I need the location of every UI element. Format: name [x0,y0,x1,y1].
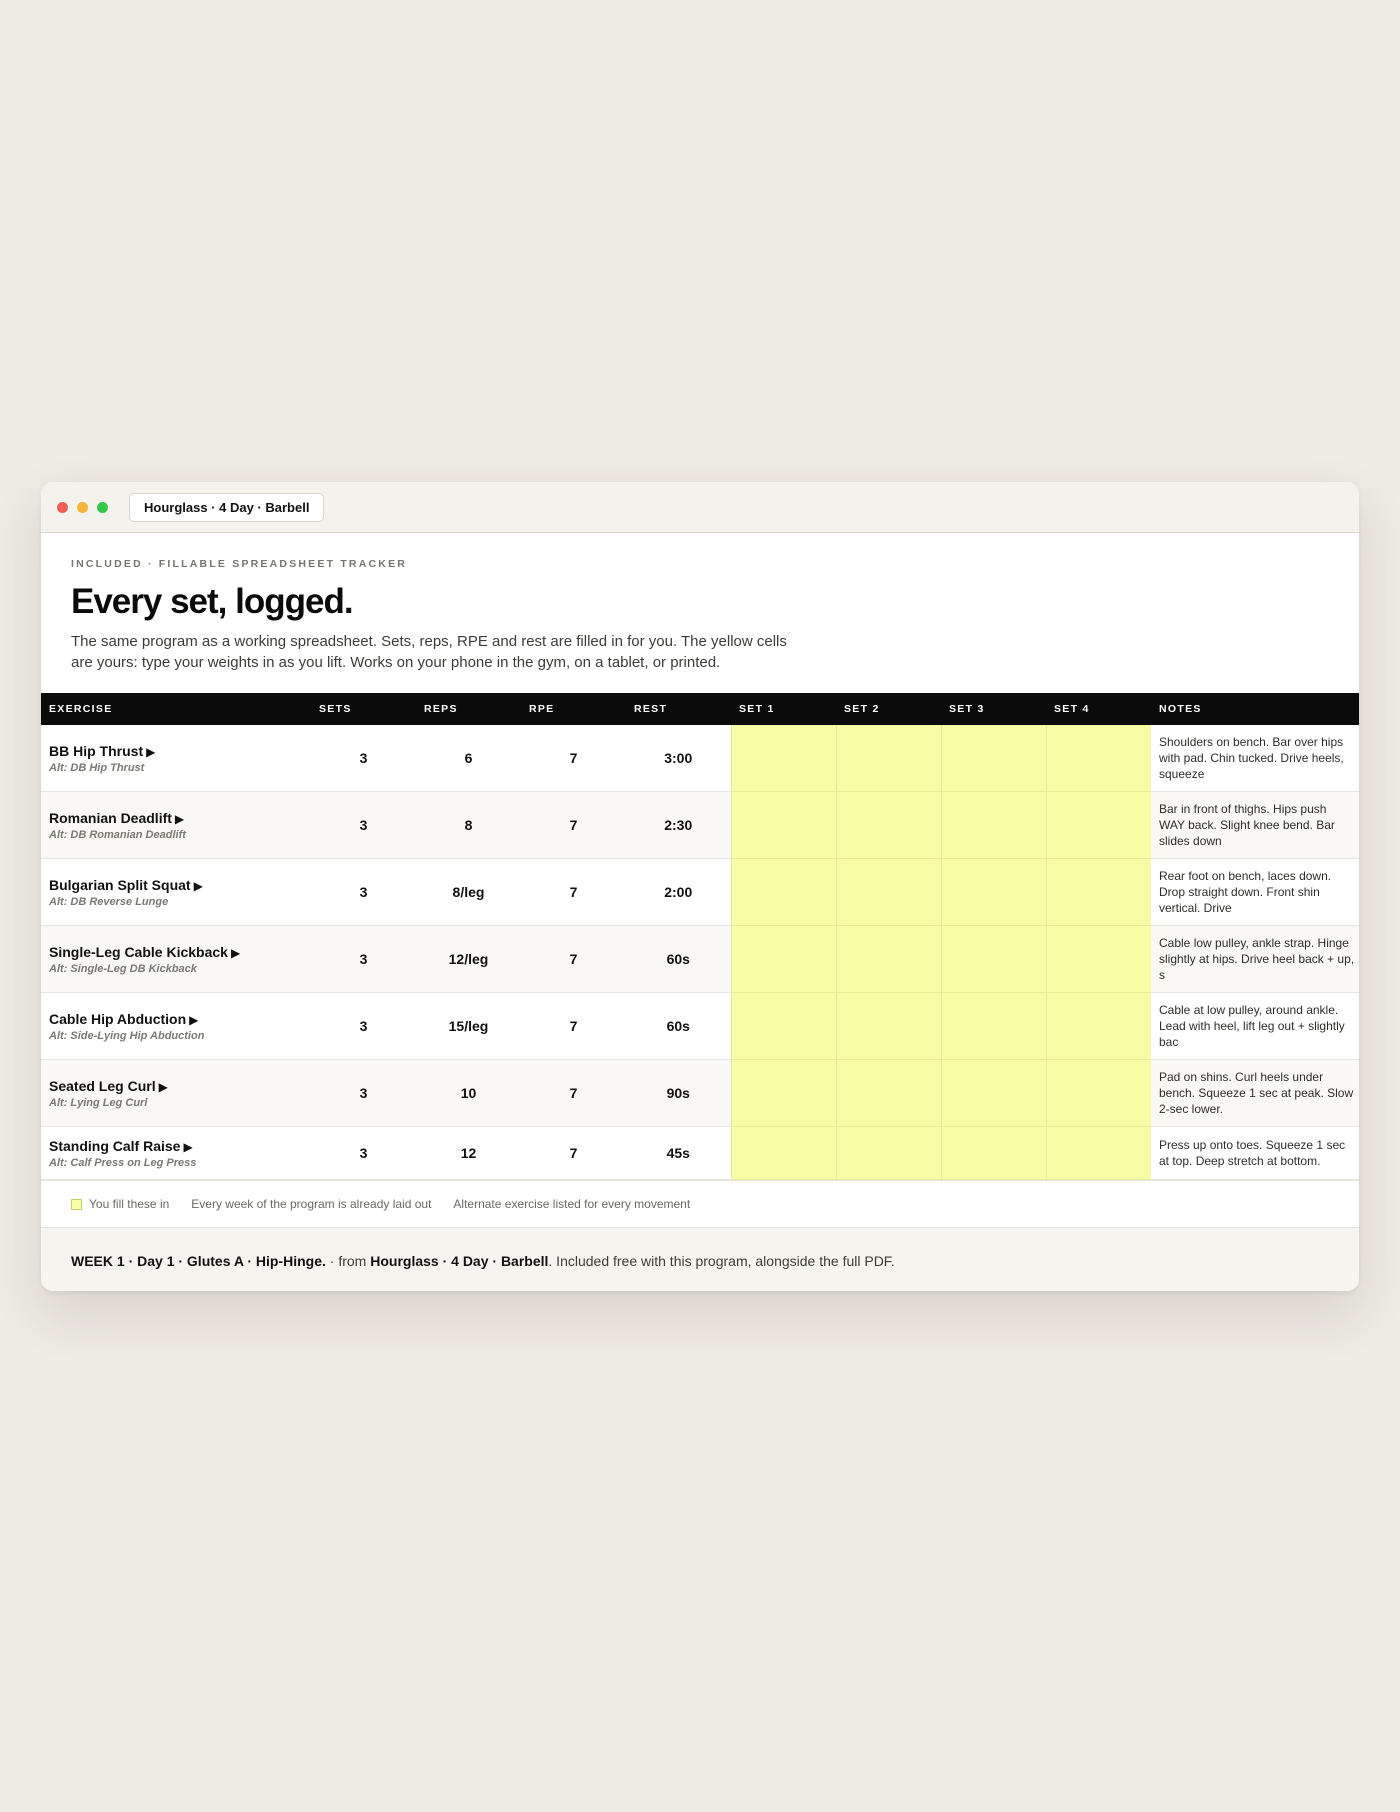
column-header: REST [626,693,731,725]
footer-rest: . Included free with this program, alongside the full PDF. [548,1253,895,1269]
set-2-weight-input[interactable] [836,725,941,792]
set-1-weight-input[interactable] [731,993,836,1060]
exercise-cell [41,792,311,859]
eyebrow-label: INCLUDED · FILLABLE SPREADSHEET TRACKER [71,558,408,570]
set-3-weight-input[interactable] [941,993,1046,1060]
set-3-weight-input[interactable] [941,792,1046,859]
alternate-exercise: Alt: Lying Leg Curl [49,1096,148,1109]
set-4-weight-input[interactable] [1046,792,1151,859]
set-4-weight-input[interactable] [1046,1060,1151,1127]
play-icon[interactable]: ▶ [183,1139,193,1154]
alternate-exercise: Alt: Side-Lying Hip Abduction [49,1029,205,1042]
exercise-cell [41,1127,311,1180]
exercise-cell [41,993,311,1060]
set-2-weight-input[interactable] [836,1060,941,1127]
sets-value: 3 [311,1060,416,1127]
exercise-cell [41,859,311,926]
rpe-value: 7 [521,859,626,926]
set-2-weight-input[interactable] [836,792,941,859]
legend-alternates-label: Alternate exercise listed for every movement [453,1197,691,1211]
play-icon[interactable]: ▶ [158,1079,168,1094]
set-3-weight-input[interactable] [941,1060,1046,1127]
reps-value: 12/leg [416,926,521,993]
reps-value: 8 [416,792,521,859]
set-3-weight-input[interactable] [941,926,1046,993]
set-3-weight-input[interactable] [941,859,1046,926]
rpe-value: 7 [521,1060,626,1127]
column-header: SET 3 [941,693,1046,725]
set-1-weight-input[interactable] [731,1127,836,1180]
legend-item-weeks [191,1197,431,1211]
page-header [41,533,1359,693]
minimize-window-button[interactable] [77,502,88,513]
set-2-weight-input[interactable] [836,926,941,993]
set-1-weight-input[interactable] [731,859,836,926]
yellow-swatch-icon [71,1199,82,1210]
exercise-name-link[interactable]: Single-Leg Cable Kickback [49,943,228,960]
set-1-weight-input[interactable] [731,926,836,993]
rest-value: 90s [626,1060,731,1127]
intro-text: The same program as a working spreadsheet. Sets, reps, RPE and rest are filled in for you. The yellow cells are yours: type your weights in as you lift. Works on your phone in the gym, on a tablet, or printed. [71,633,787,671]
legend-weeks-label: Every week of the program is already laid out [191,1197,432,1211]
reps-value: 15/leg [416,993,521,1060]
column-header: SET 4 [1046,693,1151,725]
column-header: EXERCISE [41,693,311,725]
notes-cell: Cable low pulley, ankle strap. Hinge slightly at hips. Drive heel back + up, s [1151,926,1359,993]
table-row [41,926,1359,993]
notes-cell: Cable at low pulley, around ankle. Lead with heel, lift leg out + slightly bac [1151,993,1359,1060]
sets-value: 3 [311,926,416,993]
exercise-cell [41,926,311,993]
sets-value: 3 [311,1127,416,1180]
alternate-exercise: Alt: DB Reverse Lunge [49,895,169,908]
table-header-row [41,693,1359,725]
rest-value: 60s [626,993,731,1060]
column-header: SET 1 [731,693,836,725]
set-4-weight-input[interactable] [1046,859,1151,926]
footer-program: Hourglass · 4 Day · Barbell [370,1253,549,1269]
exercise-name-link[interactable]: Romanian Deadlift [49,809,172,826]
exercise-name-link[interactable]: BB Hip Thrust [49,742,144,759]
page-title: Every set, logged. [71,582,353,621]
column-header: REPS [416,693,521,725]
play-icon[interactable]: ▶ [230,945,241,960]
play-icon[interactable]: ▶ [189,1012,199,1027]
column-header: SETS [311,693,416,725]
exercise-cell [41,725,311,792]
set-1-weight-input[interactable] [731,1060,836,1127]
close-window-button[interactable] [57,502,68,513]
reps-value: 10 [416,1060,521,1127]
table-row [41,725,1359,792]
sets-value: 3 [311,725,416,792]
reps-value: 8/leg [416,859,521,926]
play-icon[interactable]: ▶ [174,811,185,826]
set-4-weight-input[interactable] [1046,1127,1151,1180]
footer-session: WEEK 1 · Day 1 · Glutes A · Hip-Hinge. [71,1253,326,1269]
table-row [41,1060,1359,1127]
rpe-value: 7 [521,725,626,792]
rest-value: 3:00 [626,725,731,792]
table-row [41,792,1359,859]
exercise-cell [41,1060,311,1127]
set-4-weight-input[interactable] [1046,926,1151,993]
set-2-weight-input[interactable] [836,859,941,926]
set-1-weight-input[interactable] [731,792,836,859]
alternate-exercise: Alt: Single-Leg DB Kickback [49,962,197,975]
notes-cell: Rear foot on bench, laces down. Drop straight down. Front shin vertical. Drive [1151,859,1359,926]
reps-value: 6 [416,725,521,792]
title-bar [41,482,1359,533]
sets-value: 3 [311,993,416,1060]
notes-cell: Shoulders on bench. Bar over hips with pad. Chin tucked. Drive heels, squeeze [1151,725,1359,792]
set-2-weight-input[interactable] [836,993,941,1060]
notes-cell: Pad on shins. Curl heels under bench. Squeeze 1 sec at peak. Slow 2-sec lower. [1151,1060,1359,1127]
set-3-weight-input[interactable] [941,725,1046,792]
legend-item-fill [71,1197,169,1211]
play-icon[interactable]: ▶ [146,744,156,759]
table-row [41,859,1359,926]
app-window [41,482,1359,1291]
maximize-window-button[interactable] [97,502,108,513]
reps-value: 12 [416,1127,521,1180]
rest-value: 2:00 [626,859,731,926]
legend-fill-label: You fill these in [89,1197,170,1211]
set-3-weight-input[interactable] [941,1127,1046,1180]
column-header: RPE [521,693,626,725]
table-row [41,1127,1359,1180]
notes-cell: Bar in front of thighs. Hips push WAY back. Slight knee bend. Bar slides down [1151,792,1359,859]
rpe-value: 7 [521,1127,626,1180]
set-1-weight-input[interactable] [731,725,836,792]
set-4-weight-input[interactable] [1046,725,1151,792]
play-icon[interactable]: ▶ [193,878,203,893]
table-row [41,993,1359,1060]
exercise-name-link[interactable]: Cable Hip Abduction [49,1010,187,1027]
set-2-weight-input[interactable] [836,1127,941,1180]
rpe-value: 7 [521,993,626,1060]
notes-cell: Press up onto toes. Squeeze 1 sec at top. Deep stretch at bottom. [1151,1127,1359,1180]
exercise-name-link[interactable]: Bulgarian Split Squat [49,876,191,893]
alternate-exercise: Alt: DB Romanian Deadlift [49,828,186,841]
set-4-weight-input[interactable] [1046,993,1151,1060]
exercise-name-link[interactable]: Seated Leg Curl [49,1077,156,1094]
sets-value: 3 [311,792,416,859]
rest-value: 2:30 [626,792,731,859]
alternate-exercise: Alt: Calf Press on Leg Press [49,1156,197,1169]
footer-caption [41,1227,1359,1291]
footer-from: · from [325,1253,371,1269]
column-header: SET 2 [836,693,941,725]
rpe-value: 7 [521,792,626,859]
rest-value: 45s [626,1127,731,1180]
sets-value: 3 [311,859,416,926]
tracker-table [41,693,1359,1180]
rpe-value: 7 [521,926,626,993]
exercise-name-link[interactable]: Standing Calf Raise [49,1137,181,1154]
tab-program[interactable]: Hourglass · 4 Day · Barbell [129,493,324,522]
legend-item-alternates [453,1197,690,1211]
alternate-exercise: Alt: DB Hip Thrust [49,761,145,774]
legend [41,1180,1359,1227]
column-header: NOTES [1151,693,1359,725]
rest-value: 60s [626,926,731,993]
